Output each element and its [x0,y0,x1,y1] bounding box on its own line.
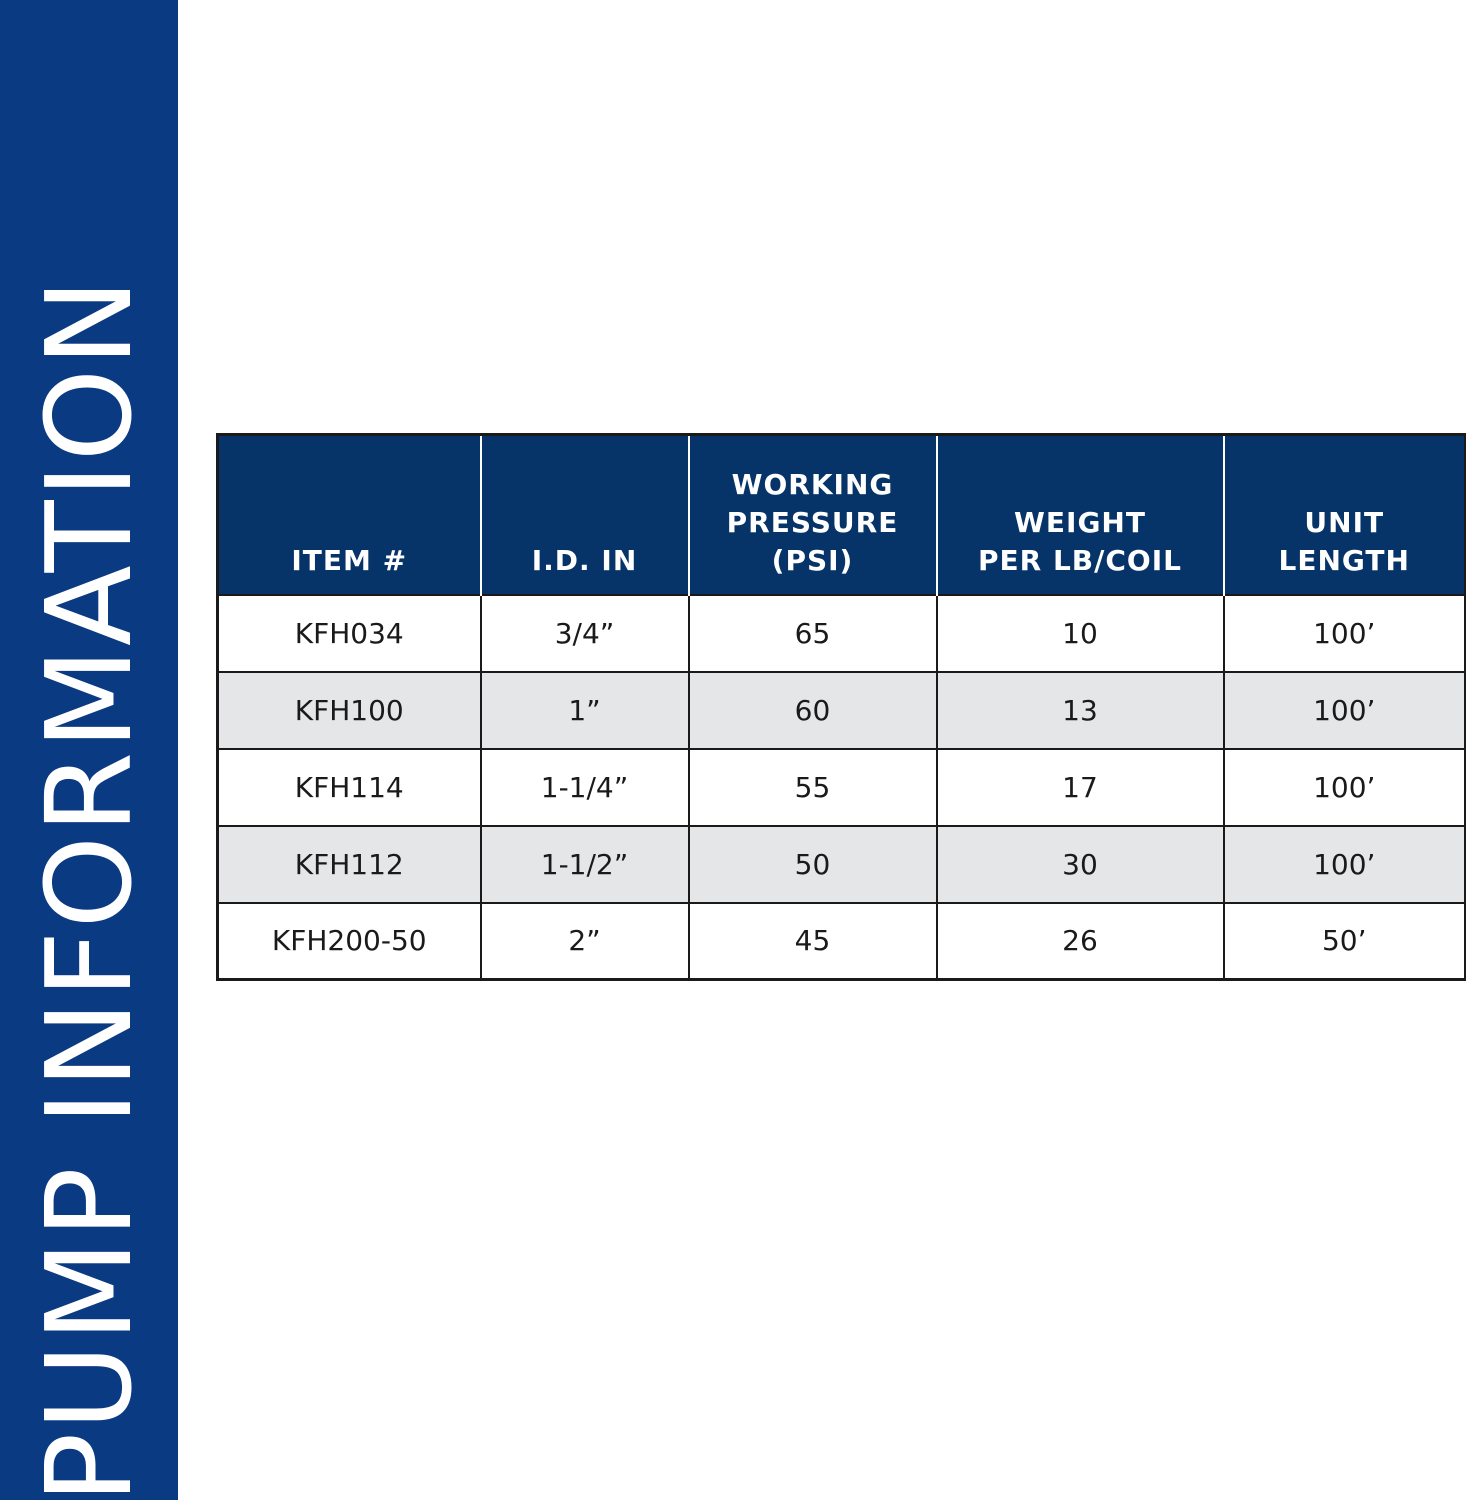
pump-spec-table [216,433,1466,981]
table-row [218,826,1466,903]
column-header-length: UNIT LENGTH [1224,435,1466,595]
table-header-row [218,435,1466,595]
cell-id: 1” [481,672,689,749]
cell-length: 100’ [1224,826,1466,903]
cell-id: 1-1/4” [481,749,689,826]
column-header-item: ITEM # [218,435,481,595]
cell-item: KFH034 [218,595,481,672]
banner-title: PUMP INFORMATION [20,276,158,1504]
cell-length: 100’ [1224,595,1466,672]
cell-length: 100’ [1224,749,1466,826]
table-row [218,595,1466,672]
cell-pressure: 65 [689,595,937,672]
cell-weight: 10 [937,595,1224,672]
column-header-weight: WEIGHT PER LB/COIL [937,435,1224,595]
cell-weight: 30 [937,826,1224,903]
cell-item: KFH200-50 [218,903,481,980]
table-row [218,672,1466,749]
cell-pressure: 60 [689,672,937,749]
cell-pressure: 45 [689,903,937,980]
cell-weight: 13 [937,672,1224,749]
cell-id: 3/4” [481,595,689,672]
column-header-pressure: WORKING PRESSURE (PSI) [689,435,937,595]
cell-id: 2” [481,903,689,980]
cell-item: KFH100 [218,672,481,749]
cell-weight: 26 [937,903,1224,980]
table-row [218,903,1466,980]
cell-pressure: 55 [689,749,937,826]
cell-id: 1-1/2” [481,826,689,903]
cell-pressure: 50 [689,826,937,903]
cell-item: KFH114 [218,749,481,826]
side-banner [0,0,178,1504]
cell-weight: 17 [937,749,1224,826]
cell-length: 50’ [1224,903,1466,980]
column-header-id: I.D. IN [481,435,689,595]
cell-length: 100’ [1224,672,1466,749]
cell-item: KFH112 [218,826,481,903]
table-row [218,749,1466,826]
